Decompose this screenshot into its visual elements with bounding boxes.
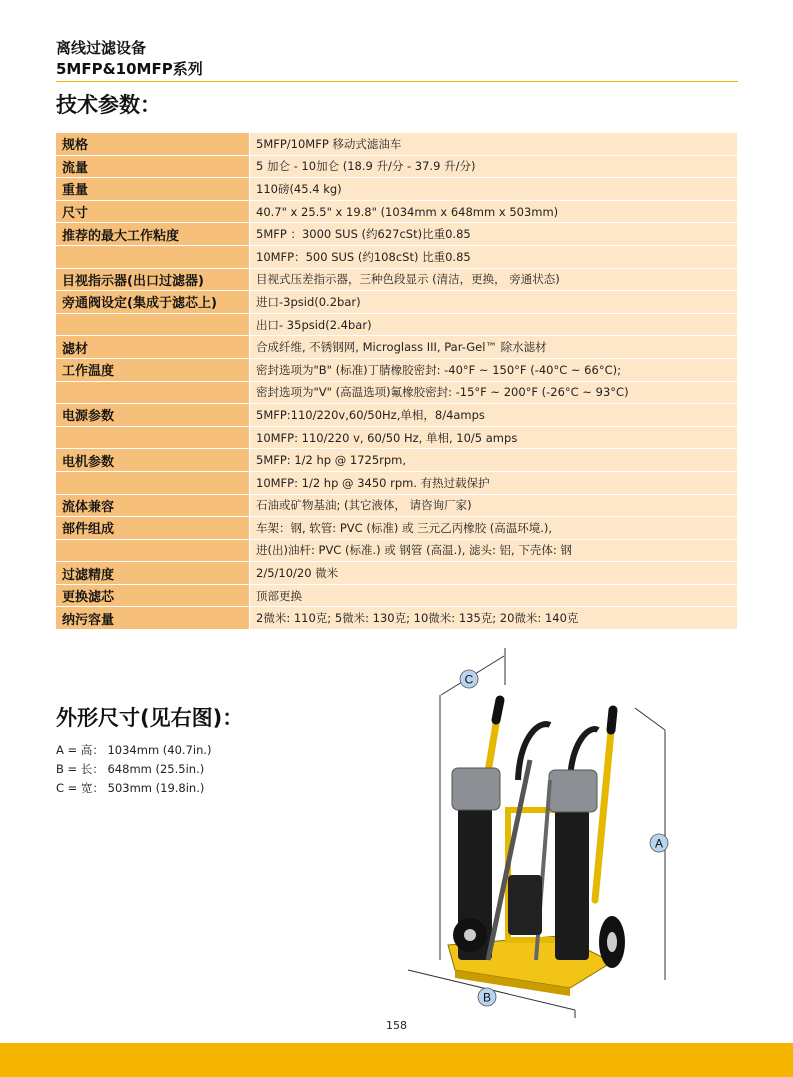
table-row xyxy=(56,449,737,471)
spec-label: 工作温度 xyxy=(56,359,250,381)
spec-label: 推荐的最大工作粘度 xyxy=(56,223,250,245)
spec-value: 进口-3psid(0.2bar) xyxy=(250,291,737,313)
table-row xyxy=(56,472,737,494)
table-row xyxy=(56,178,737,200)
table-row xyxy=(56,585,737,607)
spec-value: 110磅(45.4 kg) xyxy=(250,178,737,200)
table-row xyxy=(56,359,737,381)
filter-cart-figure xyxy=(400,640,700,1020)
marker-c-label: C xyxy=(464,672,474,687)
spec-label: 规格 xyxy=(56,133,250,155)
table-row xyxy=(56,156,737,178)
marker-a-label: A xyxy=(654,836,664,851)
spec-label: 重量 xyxy=(56,178,250,200)
spec-label xyxy=(56,246,250,268)
spec-label xyxy=(56,427,250,449)
spec-label: 流量 xyxy=(56,156,250,178)
table-row xyxy=(56,562,737,584)
table-row xyxy=(56,291,737,313)
spec-label: 更换滤芯 xyxy=(56,585,250,607)
table-row xyxy=(56,246,737,268)
spec-value: 5MFP ：3000 SUS (约627cSt)比重0.85 xyxy=(250,223,737,245)
spec-label xyxy=(56,472,250,494)
dimension-width: C = 宽： 503mm (19.8in.) xyxy=(56,781,205,795)
spec-label: 电机参数 xyxy=(56,449,250,471)
spec-label xyxy=(56,540,250,562)
spec-label: 目视指示器(出口过滤器) xyxy=(56,269,250,291)
spec-label: 电源参数 xyxy=(56,404,250,426)
spec-value: 出口- 35psid(2.4bar) xyxy=(250,314,737,336)
spec-value: 2/5/10/20 微米 xyxy=(250,562,737,584)
spec-value: 车架：钢, 软管: PVC (标准) 或 三元乙丙橡胶 (高温环境.), xyxy=(250,517,737,539)
marker-c xyxy=(460,670,478,688)
spec-label: 尺寸 xyxy=(56,201,250,223)
table-row xyxy=(56,427,737,449)
header-title: 离线过滤设备 xyxy=(56,39,147,57)
table-row xyxy=(56,517,737,539)
spec-value: 石油或矿物基油; (其它液体， 请咨询厂家) xyxy=(250,495,737,517)
spec-value: 顶部更换 xyxy=(250,585,737,607)
table-row xyxy=(56,314,737,336)
spec-label: 滤材 xyxy=(56,336,250,358)
specs-table xyxy=(56,132,737,630)
dimensions-heading: 外形尺寸(见右图)： xyxy=(56,706,244,730)
table-row xyxy=(56,540,737,562)
dimension-height: A = 高： 1034mm (40.7in.) xyxy=(56,743,212,757)
spec-value: 5MFP/10MFP 移动式滤油车 xyxy=(250,133,737,155)
spec-value: 5MFP:110/220v,60/50Hz,单相，8/4amps xyxy=(250,404,737,426)
spec-label: 过滤精度 xyxy=(56,562,250,584)
marker-a xyxy=(650,834,668,852)
footer-bar xyxy=(0,1043,793,1077)
spec-label: 部件组成 xyxy=(56,517,250,539)
table-row xyxy=(56,133,737,155)
spec-value: 2微米: 110克; 5微米: 130克; 10微米: 135克; 20微米: 140克 xyxy=(250,607,737,629)
header-subtitle: 5MFP&10MFP系列 xyxy=(56,60,203,78)
spec-value: 合成纤维, 不锈钢网, Microglass III, Par-Gel™ 除水滤材 xyxy=(250,336,737,358)
spec-value: 40.7" x 25.5" x 19.8" (1034mm x 648mm x 503mm) xyxy=(250,201,737,223)
header-rule xyxy=(56,81,738,82)
spec-label xyxy=(56,314,250,336)
spec-value: 密封选项为"B" (标准)丁腈橡胶密封: -40°F ~ 150°F (-40°C ~ 66°C); xyxy=(250,359,737,381)
spec-value: 5 加仑 - 10加仑 (18.9 升/分 - 37.9 升/分) xyxy=(250,156,737,178)
spec-value: 密封选项为"V" (高温选项)氟橡胶密封: -15°F ~ 200°F (-26°C ~ 93°C) xyxy=(250,382,737,404)
table-row xyxy=(56,223,737,245)
table-row xyxy=(56,269,737,291)
page-number: 158 xyxy=(386,1019,407,1032)
marker-b-label: B xyxy=(482,990,492,1005)
spec-label xyxy=(56,382,250,404)
table-row xyxy=(56,404,737,426)
spec-value: 5MFP: 1/2 hp @ 1725rpm, xyxy=(250,449,737,471)
dimension-length: B = 长： 648mm (25.5in.) xyxy=(56,762,205,776)
spec-value: 10MFP：500 SUS (约108cSt) 比重0.85 xyxy=(250,246,737,268)
table-row xyxy=(56,607,737,629)
spec-value: 进(出)油杆: PVC (标准.) 或 钢管 (高温.), 滤头: 铝, 下壳体: 钢 xyxy=(250,540,737,562)
spec-label: 纳污容量 xyxy=(56,607,250,629)
table-row xyxy=(56,382,737,404)
spec-value: 目视式压差指示器，三种色段显示 (清洁，更换， 旁通状态) xyxy=(250,269,737,291)
spec-value: 10MFP: 110/220 v, 60/50 Hz, 单相, 10/5 amps xyxy=(250,427,737,449)
dimensions-list xyxy=(56,741,212,798)
spec-label: 流体兼容 xyxy=(56,495,250,517)
marker-b xyxy=(478,988,496,1006)
spec-label: 旁通阀设定(集成于滤芯上) xyxy=(56,291,250,313)
specs-heading: 技术参数： xyxy=(56,93,161,117)
table-row xyxy=(56,201,737,223)
spec-value: 10MFP: 1/2 hp @ 3450 rpm. 有热过载保护 xyxy=(250,472,737,494)
table-row xyxy=(56,495,737,517)
table-row xyxy=(56,336,737,358)
